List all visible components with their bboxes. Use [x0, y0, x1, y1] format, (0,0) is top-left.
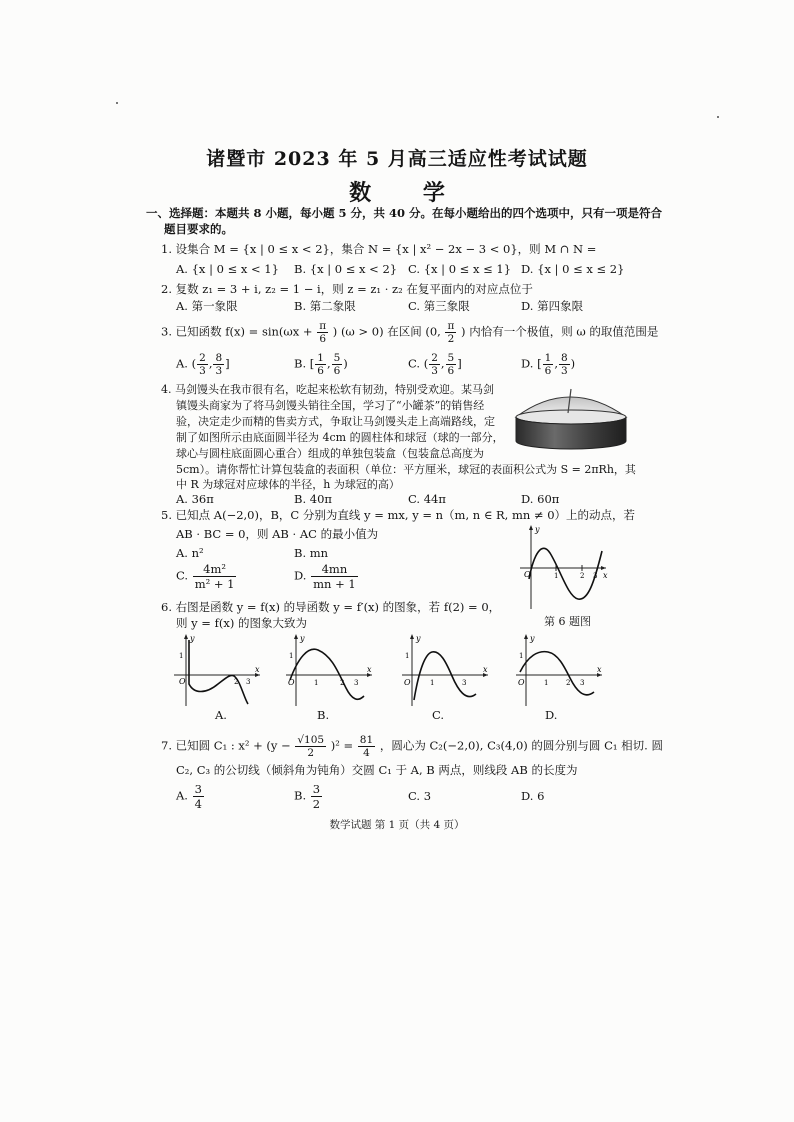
q6b-tick-1: 1	[289, 652, 294, 660]
q3-option-c: C. ( $\frac{2}{3}$ , $\frac{5}{6}$ ]	[408, 352, 462, 377]
q6c-tick-1: 1	[405, 652, 410, 660]
q5-line2: AB · BC = 0，则 AB · AC 的最小值为	[176, 527, 379, 541]
q2-stem: 2. 复数 z₁ = 3 + i, z₂ = 1 − i，则 z = z₁ · z₂ 在复平面内的对应点位于	[161, 282, 533, 296]
subject-title: 数 学	[349, 180, 467, 206]
section-header-line1: 一、选择题：本题共 8 小题，每小题 5 分，共 40 分。在每小题给出的四个选项中，只有一项是符合	[146, 206, 663, 220]
q4-line5: 球心与圆柱底面圆心重合）组成的单独包装盒（包装盒总高度为	[176, 447, 484, 460]
q3-stem-part-b: ) (ω > 0) 在区间 (0,	[332, 324, 441, 339]
q1-option-b: B. {x | 0 ≤ x < 2}	[294, 262, 398, 276]
q3-frac-pi-6: $\frac{\pi}{6}$	[319, 320, 327, 345]
q5-option-a: A. n²	[176, 546, 204, 560]
q7-stem-part-c: ，圆心为 C₂(−2,0), C₃(4,0) 的圆分别与圆 C₁ 相切. 圆	[379, 738, 663, 753]
q6-main-axis-y: y	[535, 525, 540, 534]
q7-option-a: A. $\frac{3}{4}$	[176, 782, 202, 811]
q7-option-c: C. 3	[408, 789, 432, 803]
q6c-axis-y: y	[416, 634, 421, 643]
q7-stem-part-b: )² =	[330, 738, 354, 753]
q6-label-b: B.	[317, 708, 330, 722]
q3-stem-part-c: ) 内恰有一个极值，则 ω 的取值范围是	[461, 324, 659, 339]
package-box-figure	[512, 383, 630, 451]
q4-line3: 验，决定走少而精的售卖方式，争取让马剑馒头走上高端路线，定	[176, 415, 495, 428]
q3-option-d: D. [ $\frac{1}{6}$ , $\frac{8}{3}$ )	[521, 352, 576, 377]
q4-line2: 镇馒头商家为了将马剑馒头销往全国，学习了“小罐茶”的销售经	[176, 399, 485, 412]
section-header-line2: 题目要求的。	[164, 222, 233, 236]
q6d-axis-x: x	[597, 665, 602, 674]
q6-line1: 6. 右图是函数 y = f(x) 的导函数 y = f′(x) 的图象，若 f(2) = 0，	[161, 600, 501, 614]
q6a-origin: O	[179, 677, 186, 686]
q6-main-origin: O	[524, 570, 531, 579]
q5-option-b: B. mn	[294, 546, 329, 560]
q6a-tick-3: 3	[246, 678, 251, 686]
q6-label-d: D.	[545, 708, 558, 722]
q6a-tick-2: 2	[234, 678, 239, 686]
q7-stem-part-a: 7. 已知圆 C₁ : x² + (y −	[161, 738, 291, 753]
q6-label-a: A.	[215, 708, 227, 722]
q6b-tick-3: 3	[354, 679, 359, 687]
q6d-tick-2: 2	[566, 679, 571, 687]
q1-option-c: C. {x | 0 ≤ x ≤ 1}	[408, 262, 512, 276]
q1-option-a: A. {x | 0 ≤ x < 1}	[176, 262, 279, 276]
q6b-origin: O	[288, 678, 295, 687]
q6-graph-c	[398, 632, 492, 708]
q4-option-a: A. 36π	[176, 492, 214, 506]
q3-frac-pi-2: $\frac{\pi}{2}$	[447, 320, 455, 345]
q6-main-tick-3: 3	[593, 572, 598, 580]
q3-stem	[161, 320, 658, 345]
q3-stem-part-a: 3. 已知函数 f(x) = sin(ωx +	[161, 324, 313, 339]
q2-option-c: C. 第三象限	[408, 299, 470, 313]
q5-option-c: C. $\frac{\text{4m²}}{\text{m² + 1}}$	[176, 562, 235, 591]
q6-graph-d	[512, 632, 606, 708]
q2-option-b: B. 第二象限	[294, 299, 356, 313]
q6c-origin: O	[404, 678, 411, 687]
q6d-tick-1x: 1	[544, 679, 549, 687]
q4-option-d: D. 60π	[521, 492, 560, 506]
q4-line7: 中 R 为球冠对应球体的半径，h 为球冠的高）	[176, 478, 400, 491]
q6d-tick-3: 3	[580, 679, 585, 687]
q6-graph-a	[170, 632, 264, 708]
scan-speck	[717, 116, 719, 118]
q2-option-d: D. 第四象限	[521, 299, 584, 313]
q6-main-tick-2: 2	[580, 572, 585, 580]
exam-title: 诸暨市 2023 年 5 月高三适应性考试试题	[206, 148, 588, 170]
page-footer: 数学试题 第 1 页（共 4 页）	[329, 819, 465, 831]
q7-option-b: B. $\frac{3}{2}$	[294, 782, 321, 811]
q6-main-tick-1: 1	[554, 572, 559, 580]
q6-derivative-graph	[516, 523, 610, 611]
q6a-axis-y: y	[190, 634, 195, 643]
q3-option-b: B. [ $\frac{1}{6}$ , $\frac{5}{6}$ )	[294, 352, 348, 377]
q6c-axis-x: x	[483, 665, 488, 674]
q7-line2: C₂, C₃ 的公切线（倾斜角为钝角）交圆 C₁ 于 A, B 两点，则线段 AB 的长度为	[176, 763, 578, 777]
q6b-axis-x: x	[367, 665, 372, 674]
q6-figure-caption: 第 6 题图	[544, 615, 591, 628]
q1-option-d: D. {x | 0 ≤ x ≤ 2}	[521, 262, 625, 276]
q7-frac-81-4: $\frac{81}{4}$	[359, 734, 374, 759]
q6a-axis-x: x	[255, 665, 260, 674]
q3-option-a: A. ( $\frac{2}{3}$ , $\frac{8}{3}$ ]	[176, 352, 230, 377]
q6-label-c: C.	[432, 708, 445, 722]
q4-line1: 4. 马剑馒头在我市很有名，吃起来松软有韧劲，特别受欢迎。某马剑	[161, 383, 494, 396]
q6a-tick-1: 1	[179, 652, 184, 660]
scan-speck	[116, 102, 118, 104]
q4-option-c: C. 44π	[408, 492, 446, 506]
q6d-origin: O	[518, 678, 525, 687]
q6c-tick-1x: 1	[430, 679, 435, 687]
q7-frac-sqrt105-2: $\frac{√105}{2}$	[297, 734, 325, 759]
q7-stem	[161, 734, 663, 759]
q1-stem: 1. 设集合 M = {x | 0 ≤ x < 2}，集合 N = {x | x² − 2x − 3 < 0}，则 M ∩ N =	[161, 242, 597, 256]
q6b-axis-y: y	[300, 634, 305, 643]
q4-line6: 5cm）。请你帮忙计算包装盒的表面积（单位：平方厘米，球冠的表面积公式为 S = 2πRh，其	[176, 463, 636, 476]
q6d-tick-1: 1	[519, 652, 524, 660]
q5-option-d: D. $\frac{4mn}{mn + 1}$	[294, 562, 356, 591]
q5-line1: 5. 已知点 A(−2,0)，B，C 分别为直线 y = mx, y = n（m, n ∈ R, mn ≠ 0）上的动点，若	[161, 508, 636, 522]
q6b-tick-1x: 1	[314, 679, 319, 687]
q6d-axis-y: y	[530, 634, 535, 643]
q6-line2: 则 y = f(x) 的图象大致为	[176, 616, 307, 630]
q4-line4: 制了如图所示由底面圆半径为 4cm 的圆柱体和球冠（球的一部分，	[176, 431, 504, 444]
q6c-tick-3: 3	[462, 679, 467, 687]
q2-option-a: A. 第一象限	[176, 299, 238, 313]
q6b-tick-2: 2	[340, 679, 345, 687]
q6-main-axis-x: x	[603, 571, 608, 580]
q4-option-b: B. 40π	[294, 492, 332, 506]
q6-graph-b	[282, 632, 376, 708]
q7-option-d: D. 6	[521, 789, 545, 803]
